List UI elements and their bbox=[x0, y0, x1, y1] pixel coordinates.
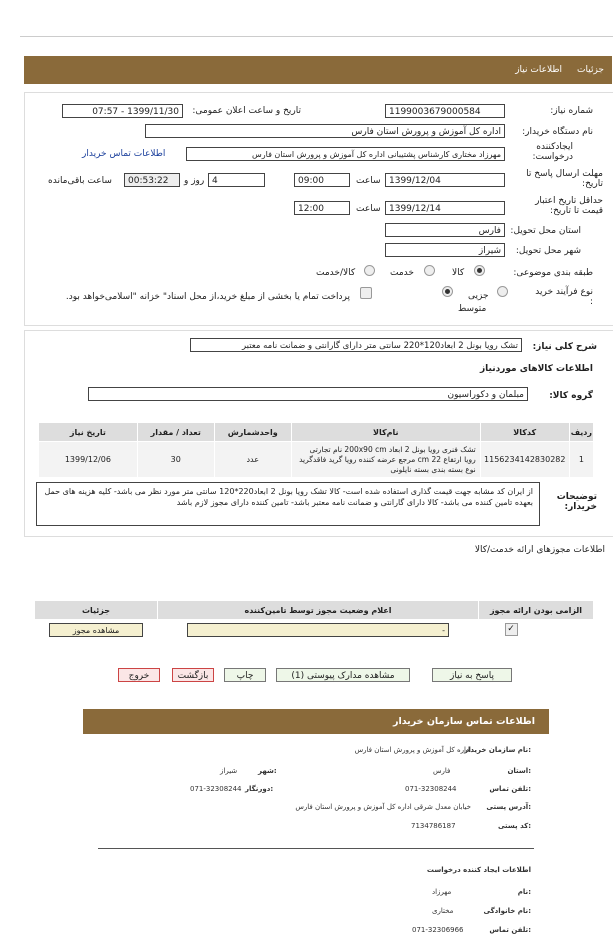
col-date: تاریخ نیاز bbox=[39, 423, 138, 442]
page-header bbox=[24, 56, 612, 84]
contact-fax-label: دورنگار: bbox=[245, 785, 274, 793]
attachments-button[interactable]: مشاهده مدارک پیوستی (1) bbox=[276, 668, 410, 682]
creator-family-label: نام خانوادگی: bbox=[483, 907, 531, 915]
validity-label: حداقل تاریخ اعتبار قیمت تا تاریخ: bbox=[535, 196, 603, 216]
creator-section-title: اطلاعات ایجاد کننده درخواست bbox=[426, 866, 531, 874]
buyer-contact-link[interactable]: اطلاعات تماس خریدار bbox=[82, 149, 166, 159]
treasury-checkbox[interactable] bbox=[360, 287, 372, 299]
process-label: نوع فرآیند خرید : bbox=[535, 287, 593, 307]
remaining-time-field: 00:53:22 bbox=[124, 173, 180, 187]
contact-city: شیراز bbox=[220, 767, 238, 775]
city-field: شیراز bbox=[385, 243, 505, 257]
deadline-time-label: ساعت bbox=[356, 176, 381, 186]
col-code: کدکالا bbox=[480, 423, 569, 442]
view-permit-button[interactable]: مشاهده مجوز bbox=[49, 623, 143, 637]
cell-name: تشک فنری رویا بونل 2 ابعاد 200x90 cm نام تجارتی رویا ارتفاع 22 cm مرجع عرضه کننده رویا گرید فاقدگرید نوع بسته بندی بسته نایلونی bbox=[291, 442, 480, 478]
contact-city-label: شهر: bbox=[258, 767, 277, 775]
goods-table bbox=[38, 422, 594, 478]
deadline-date-field: 1399/12/04 bbox=[385, 173, 505, 187]
contact-org: اداره کل آموزش و پرورش استان فارس bbox=[354, 746, 471, 754]
contact-title: اطلاعات تماس سازمان خریدار bbox=[392, 716, 535, 727]
permits-table bbox=[34, 600, 594, 640]
category-service-label: خدمت bbox=[390, 268, 414, 278]
desc-label: شرح کلی نیاز: bbox=[532, 342, 597, 352]
province-label: استان محل تحویل: bbox=[510, 226, 581, 236]
category-both-label: کالا/خدمت bbox=[316, 268, 356, 278]
process-partial-label: جزیی bbox=[468, 291, 489, 301]
contact-phone-label: تلفن تماس: bbox=[489, 785, 531, 793]
back-button[interactable]: بازگشت bbox=[172, 668, 214, 682]
payment-note: پرداخت تمام یا بخشی از مبلغ خرید،از محل اسناد" خزانه "اسلامی‌خواهد بود. bbox=[65, 292, 350, 302]
group-label: گروه کالا: bbox=[549, 391, 593, 401]
contact-province-label: استان: bbox=[507, 767, 531, 775]
col-row: ردیف bbox=[569, 423, 593, 442]
creator-name: مهرزاد bbox=[432, 888, 452, 896]
validity-date-field: 1399/12/14 bbox=[385, 201, 505, 215]
desc-field: تشک رویا بونل 2 ابعاد120*220 سانتی متر دارای گارانتی و ضمانت نامه معتبر bbox=[190, 338, 522, 352]
buyer-org-field: اداره کل آموزش و پرورش استان فارس bbox=[145, 124, 505, 138]
reply-button[interactable]: پاسخ به نیاز bbox=[432, 668, 512, 682]
exit-button[interactable]: خروج bbox=[118, 668, 160, 682]
contact-org-label: نام سازمان خریدار: bbox=[463, 746, 531, 754]
table-row bbox=[39, 442, 594, 478]
col-unit: واحدشمارش bbox=[214, 423, 291, 442]
city-label: شهر محل تحویل: bbox=[515, 246, 581, 256]
category-label: طبقه بندی موضوعی: bbox=[513, 268, 593, 278]
category-goods-label: کالا bbox=[452, 268, 465, 278]
deadline-label: مهلت ارسال پاسخ تا تاریخ: bbox=[526, 169, 603, 189]
province-field: فارس bbox=[385, 223, 505, 237]
contact-address-label: آدرس پستی: bbox=[486, 803, 531, 811]
buyer-notes-label: توضیحات خریدار: bbox=[556, 492, 597, 512]
creator-field: مهرزاد مختاری کارشناس پشتیبانی اداره کل آموزش و پرورش استان فارس bbox=[186, 147, 505, 161]
days-field: 4 bbox=[208, 173, 265, 187]
buyer-org-label: نام دستگاه خریدار: bbox=[522, 127, 593, 137]
category-goods-radio[interactable] bbox=[474, 265, 485, 276]
process-partial-radio[interactable] bbox=[497, 286, 508, 297]
cell-unit: عدد bbox=[214, 442, 291, 478]
cell-code: 1156234142830282 bbox=[480, 442, 569, 478]
process-medium-radio[interactable] bbox=[442, 286, 453, 297]
creator-name-label: نام: bbox=[517, 888, 531, 896]
validity-time-label: ساعت bbox=[356, 204, 381, 214]
category-service-radio[interactable] bbox=[424, 265, 435, 276]
contact-postal-label: کد پستی: bbox=[497, 822, 531, 830]
creator-phone-label: تلفن تماس: bbox=[489, 926, 531, 934]
col-permit-status: اعلام وضعیت مجوز توسط تامین‌کننده bbox=[158, 601, 479, 620]
cell-row: 1 bbox=[569, 442, 593, 478]
deadline-time-field: 09:00 bbox=[294, 173, 350, 187]
col-name: نام‌کالا bbox=[291, 423, 480, 442]
contact-header bbox=[83, 709, 549, 734]
permit-required-checkbox[interactable]: ✓ bbox=[505, 623, 518, 636]
announce-label: تاریخ و ساعت اعلان عمومی: bbox=[192, 106, 301, 116]
group-field: مبلمان و دکوراسیون bbox=[88, 387, 528, 401]
contact-phone: 071-32308244 bbox=[405, 785, 457, 793]
contact-divider bbox=[98, 848, 534, 849]
print-button[interactable]: چاپ bbox=[224, 668, 266, 682]
tab-details[interactable]: جزئیات bbox=[577, 65, 604, 75]
need-number-label: شماره نیاز: bbox=[550, 106, 593, 116]
validity-time-field: 12:00 bbox=[294, 201, 350, 215]
tab-need-info[interactable]: اطلاعات نیاز bbox=[515, 65, 562, 75]
buyer-notes-text: از ایران کد مشابه جهت قیمت گذاری استفاده شده است- کالا تشک رویا بونل 2 ابعاد220*120 سانتی متر مورد نظر می باشد- کلیه هزینه های حمل بعهده تامین کننده می باشد- کالا دارای گارانتی و ضمانت نامه معتبر باشد- تامین کننده دارای مجوز لازم باشد bbox=[36, 482, 540, 526]
announce-field: 1399/11/30 - 07:57 bbox=[62, 104, 183, 118]
col-permit-details: جزئیات bbox=[35, 601, 158, 620]
contact-province: فارس bbox=[433, 767, 451, 775]
creator-family: مختاری bbox=[432, 907, 454, 915]
days-label: روز و bbox=[184, 176, 205, 186]
category-both-radio[interactable] bbox=[364, 265, 375, 276]
col-permit-required: الزامی بودن ارائه مجوز bbox=[479, 601, 594, 620]
contact-fax: 071-32308244 bbox=[190, 785, 242, 793]
col-qty: تعداد / مقدار bbox=[137, 423, 214, 442]
goods-info-title: اطلاعات کالاهای موردنیاز bbox=[479, 364, 593, 374]
cell-qty: 30 bbox=[137, 442, 214, 478]
permits-title: اطلاعات مجوزهای ارائه خدمت/کالا bbox=[474, 545, 605, 555]
creator-phone: 071-32306966 bbox=[412, 926, 464, 934]
permit-row bbox=[35, 620, 594, 640]
contact-postal: 7134786187 bbox=[411, 822, 456, 830]
creator-label: ایجادکننده درخواست: bbox=[532, 142, 573, 162]
contact-address: خیابان معدل شرقی اداره کل آموزش و پرورش استان فارس bbox=[295, 803, 471, 811]
permit-status-field[interactable]: - bbox=[187, 623, 449, 637]
top-divider bbox=[20, 36, 613, 37]
process-medium-label: متوسط bbox=[458, 304, 487, 314]
cell-date: 1399/12/06 bbox=[39, 442, 138, 478]
need-number-field: 1199003679000584 bbox=[385, 104, 505, 118]
remaining-label: ساعت باقی‌مانده bbox=[48, 176, 112, 186]
